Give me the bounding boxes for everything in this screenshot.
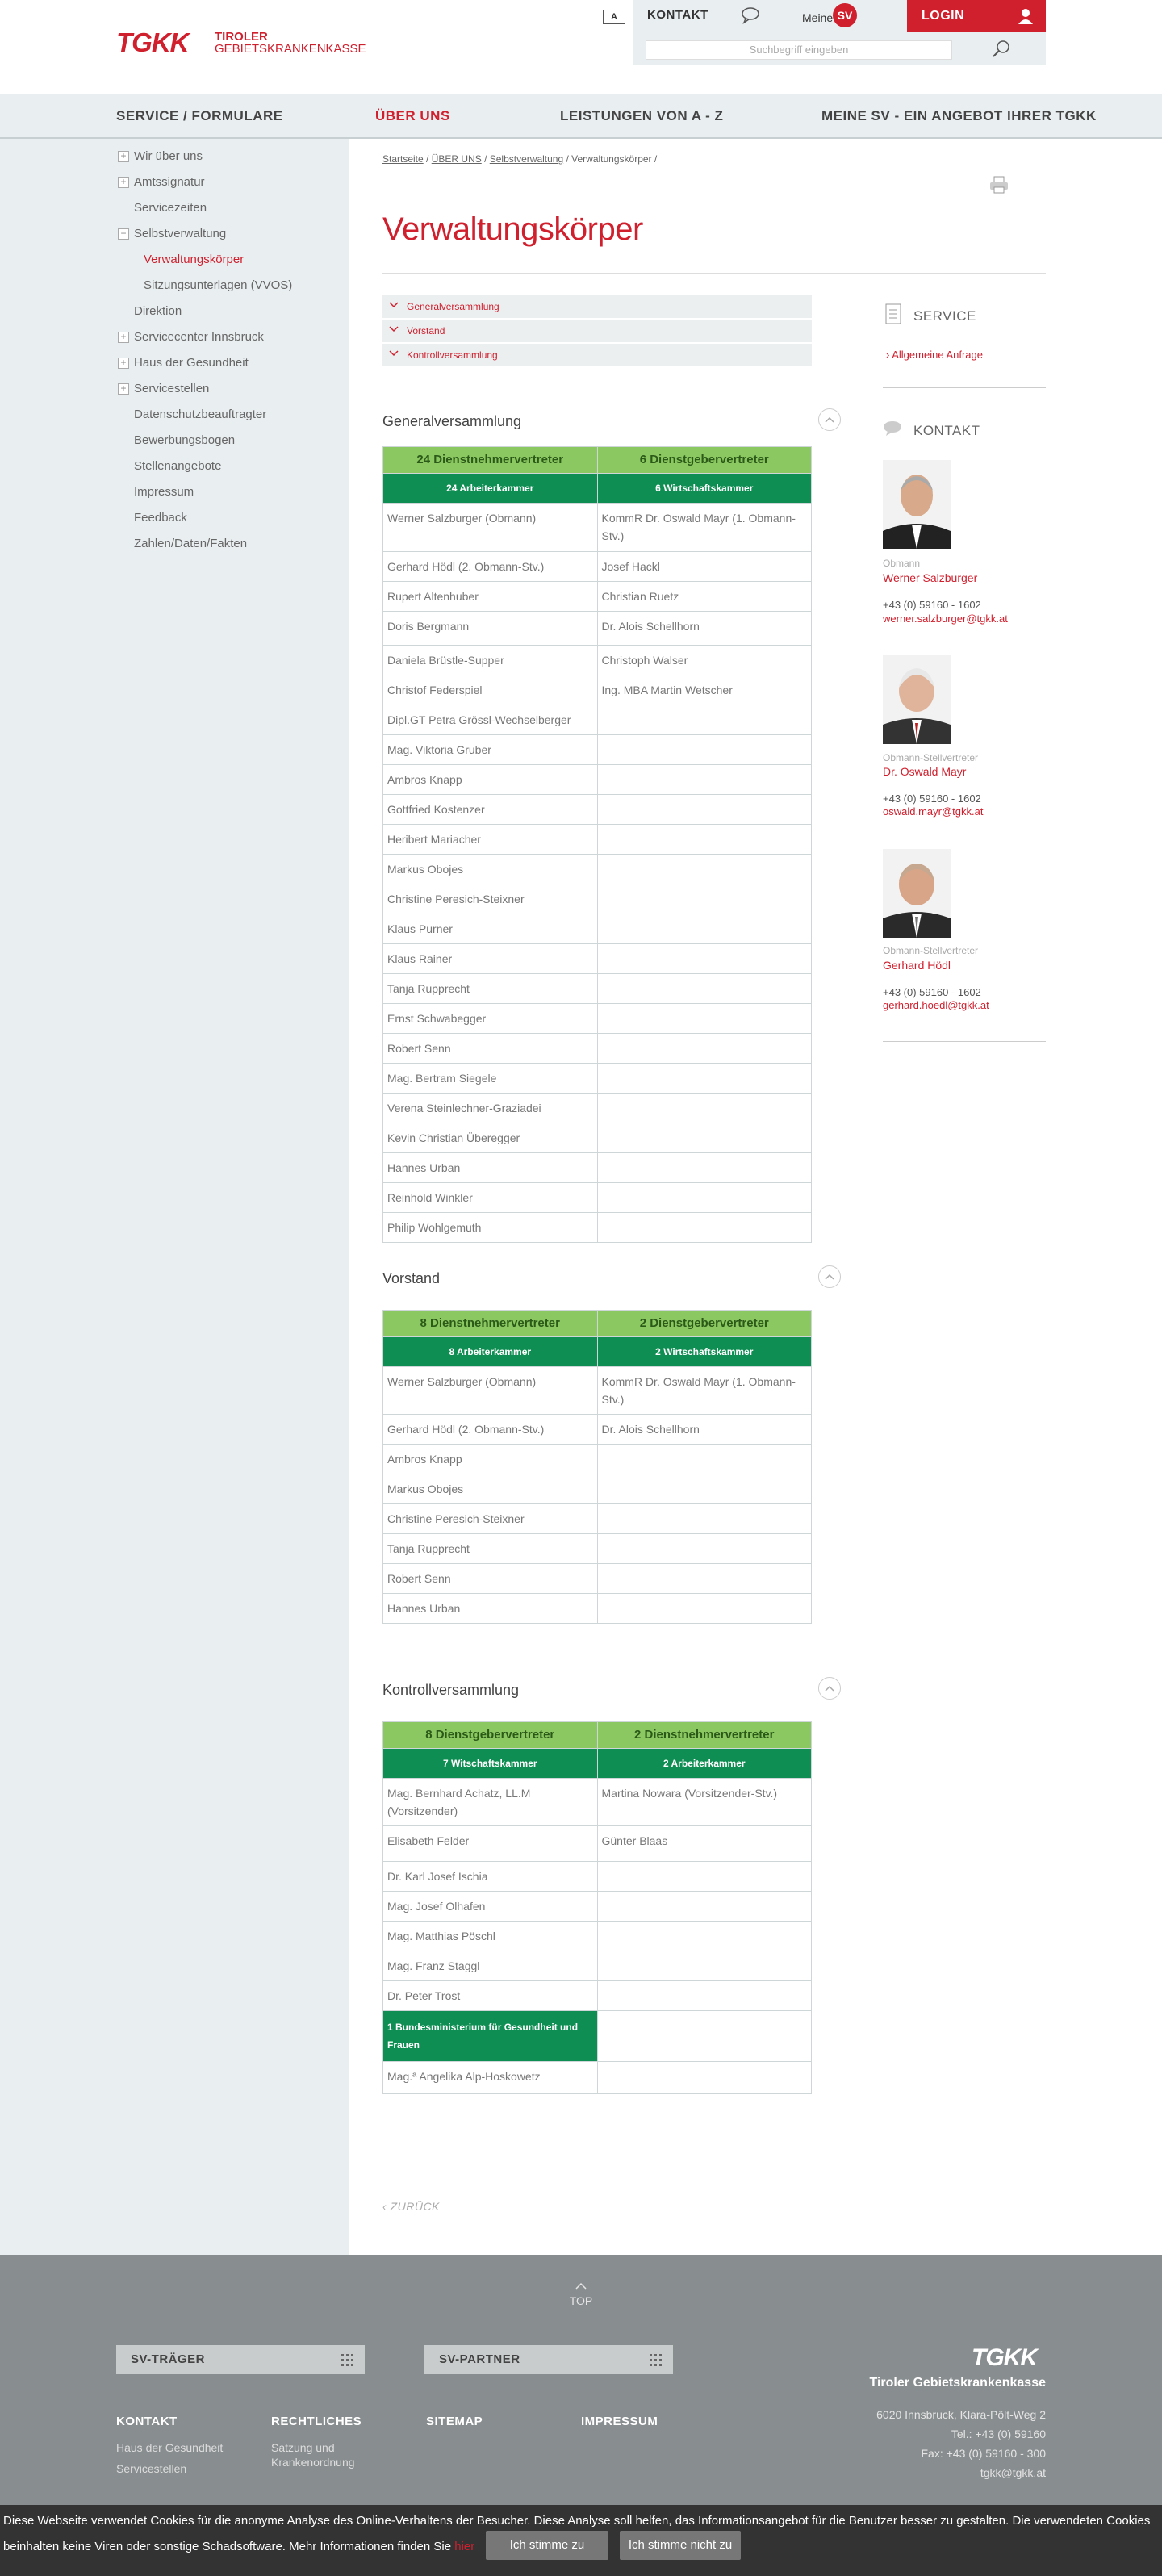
chevron-down-icon — [389, 300, 399, 310]
sidebar-item[interactable] — [120, 174, 205, 190]
sidebar-item[interactable]: Verwaltungskörper — [144, 253, 245, 266]
sidebar-item[interactable] — [120, 355, 249, 371]
main-nav — [0, 94, 1162, 139]
table-cell: Dr. Karl Josef Ischia — [383, 1862, 598, 1892]
cookie-decline-button[interactable]: Ich stimme nicht zu — [620, 2531, 741, 2560]
table-row — [383, 1504, 812, 1534]
table-cell: Mag. Matthias Pöschl — [383, 1922, 598, 1951]
table-header-row — [383, 1311, 812, 1337]
table-cell — [597, 795, 812, 825]
table-row — [383, 1981, 812, 2011]
table-cell — [597, 914, 812, 944]
table-cell — [597, 1534, 812, 1564]
table-cell — [597, 1004, 812, 1034]
table-cell: Gerhard Hödl (2. Obmann-Stv.) — [383, 552, 598, 582]
table-subheader-row — [383, 474, 812, 504]
page-title: Verwaltungskörper — [382, 211, 643, 247]
table-cell: Kevin Christian Überegger — [383, 1123, 598, 1153]
site-header — [0, 0, 1162, 94]
table-row — [383, 1922, 812, 1951]
table-cell — [597, 2011, 812, 2062]
subheader-cell: 2 Arbeiterkammer — [597, 1749, 812, 1779]
table-cell: Christine Peresich-Steixner — [383, 1504, 598, 1534]
table-cell: Dr. Alois Schellhorn — [597, 1415, 812, 1445]
nav-meine-sv[interactable]: MEINE SV - EIN ANGEBOT IHRER TGKK — [821, 108, 1097, 123]
chat-icon — [883, 420, 904, 441]
section-title-kontrollversammlung: Kontrollversammlung — [382, 1682, 520, 1698]
table-row — [383, 914, 812, 944]
cookie-accept-button[interactable]: Ich stimme zu — [486, 2531, 608, 2560]
table-row — [383, 1183, 812, 1213]
table-row — [383, 1445, 812, 1474]
subheader-cell: 7 Witschaftskammer — [383, 1749, 598, 1779]
table-kontrollversammlung — [382, 1721, 812, 2094]
contact-name: Gerhard Hödl — [883, 959, 951, 972]
accordion-kontrollversammlung[interactable]: Kontrollversammlung — [382, 344, 812, 366]
table-cell: Ernst Schwabegger — [383, 1004, 598, 1034]
document-icon — [883, 303, 904, 324]
table-header-row — [383, 447, 812, 474]
table-cell: Ambros Knapp — [383, 765, 598, 795]
table-cell: Christine Peresich-Steixner — [383, 884, 598, 914]
table-row — [383, 1034, 812, 1064]
breadcrumb-home[interactable]: Startseite — [382, 153, 424, 165]
table-cell — [597, 735, 812, 765]
table-cell — [597, 1951, 812, 1981]
sidebar-item-label: Amtssignatur — [134, 175, 205, 189]
table-cell: Philip Wohlgemuth — [383, 1213, 598, 1243]
table-row — [383, 1564, 812, 1594]
kontakt-link[interactable]: KONTAKT — [647, 8, 708, 22]
chevron-up-icon — [825, 1273, 834, 1281]
table-cell: Mag. Franz Staggl — [383, 1951, 598, 1981]
table-cell: Tanja Rupprecht — [383, 974, 598, 1004]
table-cell: KommR Dr. Oswald Mayr (1. Obmann-Stv.) — [597, 1367, 812, 1415]
table-subheader-row — [383, 2011, 812, 2062]
cookie-more-info-link[interactable]: hier — [454, 2540, 475, 2553]
chevron-left-icon: ‹ — [382, 2200, 391, 2213]
table-cell: Robert Senn — [383, 1564, 598, 1594]
table-cell: Werner Salzburger (Obmann) — [383, 504, 598, 552]
grid-icon — [341, 2354, 353, 2366]
login-button[interactable] — [907, 0, 1046, 32]
table-row — [383, 1779, 812, 1826]
collapse-generalversammlung-button[interactable] — [818, 408, 841, 431]
table-cell — [597, 2062, 812, 2094]
sv-partner-dropdown[interactable]: SV-PARTNER — [424, 2345, 673, 2374]
collapse-kontrollversammlung-button[interactable] — [818, 1677, 841, 1700]
sidebar-item[interactable]: Stellenangebote — [134, 459, 222, 473]
sidebar-item[interactable]: Feedback — [134, 511, 187, 525]
table-subheader-row — [383, 1337, 812, 1367]
table-row — [383, 1594, 812, 1624]
table-cell — [597, 1445, 812, 1474]
sidebar-item[interactable]: Datenschutzbeauftragter — [134, 408, 267, 421]
table-cell: Klaus Rainer — [383, 944, 598, 974]
collapse-icon[interactable]: − — [118, 228, 129, 240]
search-input[interactable]: Suchbegriff eingeben — [646, 40, 952, 60]
table-row — [383, 552, 812, 582]
section-title-vorstand: Vorstand — [382, 1270, 441, 1286]
cookie-text: Diese Webseite verwendet Cookies für die anonyme Analyse des Online-Verhaltens der Besucher. Diese Analyse soll helfen, das Informationsangebot für die Benutzer besser zu gestalten. Die verwendeten Cookies beinhalten keine Viren oder sonstige Schadsoftware. Mehr Informationen finden Sie — [3, 2514, 1151, 2553]
table-cell — [597, 1034, 812, 1064]
table-row — [383, 795, 812, 825]
sidebar-item[interactable]: Zahlen/Daten/Fakten — [134, 537, 248, 550]
subheader-cell: 6 Wirtschaftskammer — [597, 474, 812, 504]
footer-rechtliches-heading[interactable]: RECHTLICHES — [271, 2415, 362, 2428]
login-label: LOGIN — [922, 9, 965, 23]
table-cell — [597, 1564, 812, 1594]
grid-icon — [650, 2354, 662, 2366]
table-row — [383, 582, 812, 612]
table-row — [383, 765, 812, 795]
top-link[interactable]: TOP — [568, 2281, 594, 2307]
sv-traeger-dropdown[interactable]: SV-TRÄGER — [116, 2345, 365, 2374]
header-cell: 8 Dienstgebervertreter — [383, 1722, 598, 1749]
search-icon[interactable] — [991, 39, 1012, 60]
table-row — [383, 1826, 812, 1862]
table-cell: Mag. Bernhard Achatz, LL.M (Vorsitzender) — [383, 1779, 598, 1826]
sidebar-item-label: Servicecenter Innsbruck — [134, 330, 264, 344]
expand-icon[interactable]: + — [118, 332, 129, 343]
sidebar-item[interactable]: Sitzungsunterlagen (VVOS) — [144, 278, 293, 292]
header-cell: 2 Dienstgebervertreter — [597, 1311, 812, 1337]
table-cell: Mag. Viktoria Gruber — [383, 735, 598, 765]
chevron-up-icon — [825, 1684, 834, 1692]
sidebar-item[interactable]: Impressum — [134, 485, 194, 499]
table-row — [383, 504, 812, 552]
table-cell: Werner Salzburger (Obmann) — [383, 1367, 598, 1415]
table-row — [383, 1367, 812, 1415]
contact-name: Werner Salzburger — [883, 571, 978, 584]
table-cell — [597, 855, 812, 884]
section-title-generalversammlung: Generalversammlung — [382, 413, 522, 429]
table-cell — [597, 1213, 812, 1243]
table-cell: Dipl.GT Petra Grössl-Wechselberger — [383, 705, 598, 735]
service-divider — [883, 387, 1046, 388]
sidebar-item[interactable]: Direktion — [134, 304, 182, 318]
nav-leistungen[interactable]: LEISTUNGEN VON A - Z — [560, 108, 724, 123]
accessibility-icon[interactable]: A — [603, 10, 625, 24]
table-cell — [597, 1123, 812, 1153]
contact-phone[interactable]: +43 (0) 59160 - 1602 — [883, 792, 981, 805]
allgemeine-anfrage-link[interactable]: › Allgemeine Anfrage — [886, 349, 983, 361]
table-cell: KommR Dr. Oswald Mayr (1. Obmann-Stv.) — [597, 504, 812, 552]
table-row — [383, 944, 812, 974]
table-cell: Reinhold Winkler — [383, 1183, 598, 1213]
title-divider — [382, 273, 1046, 274]
breadcrumb-selbstverwaltung[interactable]: Selbstverwaltung — [489, 153, 564, 165]
breadcrumb-ueber-uns[interactable]: ÜBER UNS — [431, 153, 482, 165]
sidebar — [0, 139, 349, 2255]
table-cell: Elisabeth Felder — [383, 1826, 598, 1862]
table-cell: Christof Federspiel — [383, 675, 598, 705]
table-cell — [597, 974, 812, 1004]
breadcrumb-current: Verwaltungskörper — [571, 153, 652, 165]
collapse-vorstand-button[interactable] — [818, 1265, 841, 1288]
table-cell — [597, 825, 812, 855]
table-row — [383, 2062, 812, 2094]
chevron-down-icon — [389, 324, 399, 334]
footer-address: 6020 Innsbruck, Klara-Pölt-Weg 2 — [876, 2408, 1046, 2421]
table-cell — [597, 884, 812, 914]
sidebar-item-label: Wir über uns — [134, 149, 203, 163]
table-cell: Heribert Mariacher — [383, 825, 598, 855]
table-cell — [597, 1922, 812, 1951]
header-cell: 6 Dienstgebervertreter — [597, 447, 812, 474]
table-cell: Dr. Peter Trost — [383, 1981, 598, 2011]
table-cell — [597, 1892, 812, 1922]
header-cell: 24 Dienstnehmervertreter — [383, 447, 598, 474]
footer-kontakt-heading[interactable]: KONTAKT — [116, 2415, 178, 2428]
sidebar-item[interactable] — [120, 381, 210, 397]
table-row — [383, 646, 812, 675]
expand-icon[interactable]: + — [118, 151, 129, 162]
table-cell: Ing. MBA Martin Wetscher — [597, 675, 812, 705]
chevron-down-icon — [389, 349, 399, 358]
table-cell: Markus Obojes — [383, 1474, 598, 1504]
table-cell: Mag. Josef Olhafen — [383, 1892, 598, 1922]
table-row — [383, 1064, 812, 1094]
footer-link-servicestellen[interactable]: Servicestellen — [116, 2462, 187, 2475]
chevron-right-icon: › — [886, 349, 892, 361]
accordion-generalversammlung[interactable]: Generalversammlung — [382, 295, 812, 318]
sidebar-item[interactable] — [120, 329, 264, 345]
service-title: SERVICE — [913, 308, 976, 324]
table-cell — [597, 765, 812, 795]
table-cell — [597, 1504, 812, 1534]
table-cell: Günter Blaas — [597, 1826, 812, 1862]
header-cell: 8 Dienstnehmervertreter — [383, 1311, 598, 1337]
table-cell: Daniela Brüstle-Supper — [383, 646, 598, 675]
table-row — [383, 1004, 812, 1034]
footer-logo: TGKK — [972, 2344, 1037, 2371]
table-row — [383, 1094, 812, 1123]
footer-company-name: Tiroler Gebietskrankenkasse — [869, 2376, 1046, 2390]
table-cell: Hannes Urban — [383, 1153, 598, 1183]
logo-text: TIROLER GEBIETSKRANKENKASSE — [215, 30, 366, 56]
table-header-row — [383, 1722, 812, 1749]
table-generalversammlung — [382, 446, 812, 1243]
table-row — [383, 1415, 812, 1445]
back-link[interactable]: ‹ ZURÜCK — [382, 2200, 440, 2213]
footer-sitemap-link[interactable]: SITEMAP — [426, 2415, 483, 2428]
accordion-vorstand[interactable]: Vorstand — [382, 320, 812, 342]
table-row — [383, 1892, 812, 1922]
table-vorstand — [382, 1310, 812, 1624]
table-row — [383, 884, 812, 914]
sidebar-item-label: Servicestellen — [134, 382, 210, 395]
table-subheader-row — [383, 1749, 812, 1779]
table-cell: Josef Hackl — [597, 552, 812, 582]
table-cell: Gerhard Hödl (2. Obmann-Stv.) — [383, 1415, 598, 1445]
table-cell: Christoph Walser — [597, 646, 812, 675]
table-row — [383, 1153, 812, 1183]
sidebar-item[interactable]: Bewerbungsbogen — [134, 433, 236, 447]
table-cell: Doris Bergmann — [383, 612, 598, 646]
table-cell: Tanja Rupprecht — [383, 1534, 598, 1564]
kontakt-title: KONTAKT — [913, 423, 980, 438]
table-row — [383, 1951, 812, 1981]
contact-email[interactable]: oswald.mayr@tgkk.at — [883, 805, 984, 818]
expand-icon[interactable]: + — [118, 383, 129, 395]
table-cell: Hannes Urban — [383, 1594, 598, 1624]
contact-role: Obmann-Stellvertreter — [883, 945, 979, 956]
breadcrumb: Startseite / ÜBER UNS / Selbstverwaltung / Verwaltungskörper / — [382, 153, 658, 165]
sidebar-item-label: Haus der Gesundheit — [134, 356, 249, 370]
footer-email[interactable]: tgkk@tgkk.at — [980, 2466, 1046, 2479]
footer-link-haus-der-gesundheit[interactable]: Haus der Gesundheit — [116, 2441, 224, 2454]
table-row — [383, 825, 812, 855]
footer-impressum-link[interactable]: IMPRESSUM — [581, 2415, 658, 2428]
print-icon[interactable] — [989, 176, 1009, 194]
contact-role: Obmann — [883, 558, 921, 569]
table-cell: Markus Obojes — [383, 855, 598, 884]
contact-phone[interactable]: +43 (0) 59160 - 1602 — [883, 986, 981, 998]
contact-email[interactable]: gerhard.hoedl@tgkk.at — [883, 999, 989, 1011]
table-cell — [597, 1862, 812, 1892]
table-cell — [597, 944, 812, 974]
photo-gerhard-hoedl — [883, 849, 951, 938]
table-cell: Rupert Altenhuber — [383, 582, 598, 612]
table-cell: Klaus Purner — [383, 914, 598, 944]
meine-sv-label[interactable]: Meine — [802, 11, 834, 24]
table-row — [383, 1123, 812, 1153]
user-icon — [1018, 8, 1033, 24]
chevron-up-icon — [568, 2281, 594, 2292]
footer-link-satzung[interactable]: Satzung und Krankenordnung — [271, 2441, 355, 2469]
meine-sv-badge[interactable]: SV — [833, 3, 857, 27]
header-cell: 2 Dienstnehmervertreter — [597, 1722, 812, 1749]
table-cell: Robert Senn — [383, 1034, 598, 1064]
contact-role: Obmann-Stellvertreter — [883, 752, 979, 763]
sidebar-item[interactable]: Servicezeiten — [134, 201, 207, 215]
table-cell — [597, 1594, 812, 1624]
table-cell: Verena Steinlechner-Graziadei — [383, 1094, 598, 1123]
chat-icon[interactable] — [741, 6, 760, 24]
table-cell: Mag.ª Angelika Alp-Hoskowetz — [383, 2062, 598, 2094]
table-row — [383, 1213, 812, 1243]
subheader-cell: 8 Arbeiterkammer — [383, 1337, 598, 1367]
photo-oswald-mayr — [883, 655, 951, 744]
table-cell: Martina Nowara (Vorsitzender-Stv.) — [597, 1779, 812, 1826]
subheader-cell: 1 Bundesministerium für Gesundheit und Frauen — [383, 2011, 598, 2062]
footer-fax: Fax: +43 (0) 59160 - 300 — [921, 2447, 1046, 2460]
table-cell — [597, 1094, 812, 1123]
table-row — [383, 675, 812, 705]
table-cell: Christian Ruetz — [597, 582, 812, 612]
chevron-up-icon — [825, 416, 834, 424]
table-cell — [597, 1981, 812, 2011]
subheader-cell: 2 Wirtschaftskammer — [597, 1337, 812, 1367]
sidebar-item[interactable] — [120, 148, 203, 165]
tgkk-logo[interactable] — [116, 27, 366, 60]
sidebar-item[interactable] — [120, 226, 227, 242]
table-cell: Dr. Alois Schellhorn — [597, 612, 812, 646]
table-cell — [597, 1474, 812, 1504]
table-cell — [597, 1153, 812, 1183]
nav-service-formulare[interactable]: SERVICE / FORMULARE — [116, 108, 283, 123]
contact-phone[interactable]: +43 (0) 59160 - 1602 — [883, 599, 981, 611]
contact-name: Dr. Oswald Mayr — [883, 765, 967, 778]
table-row — [383, 1534, 812, 1564]
sidebar-item-label: Selbstverwaltung — [134, 227, 227, 240]
expand-icon[interactable]: + — [118, 358, 129, 369]
table-cell: Gottfried Kostenzer — [383, 795, 598, 825]
table-row — [383, 612, 812, 646]
table-cell: Mag. Bertram Siegele — [383, 1064, 598, 1094]
logo-mark: TGKK — [116, 27, 189, 57]
nav-ueber-uns[interactable]: ÜBER UNS — [375, 108, 450, 123]
subheader-cell: 24 Arbeiterkammer — [383, 474, 598, 504]
table-cell — [597, 1064, 812, 1094]
table-row — [383, 1862, 812, 1892]
table-cell: Ambros Knapp — [383, 1445, 598, 1474]
table-row — [383, 1474, 812, 1504]
table-row — [383, 974, 812, 1004]
contact-email[interactable]: werner.salzburger@tgkk.at — [883, 613, 1008, 625]
kontakt-divider — [883, 1041, 1046, 1042]
table-row — [383, 705, 812, 735]
table-row — [383, 735, 812, 765]
expand-icon[interactable]: + — [118, 177, 129, 188]
table-cell — [597, 1183, 812, 1213]
photo-werner-salzburger — [883, 460, 951, 549]
table-cell — [597, 705, 812, 735]
table-row — [383, 855, 812, 884]
footer-phone: Tel.: +43 (0) 59160 — [951, 2428, 1046, 2440]
